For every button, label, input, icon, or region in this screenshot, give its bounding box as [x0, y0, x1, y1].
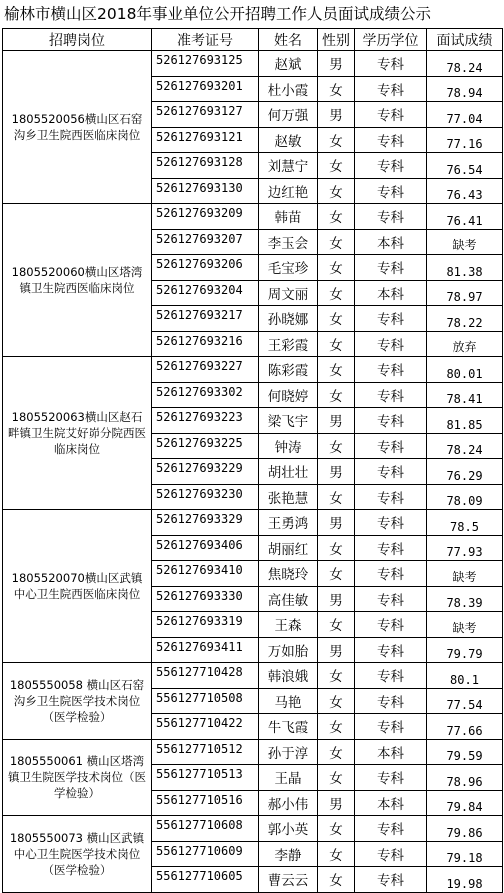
table-row — [3, 357, 503, 383]
sex-cell: 女 — [318, 255, 355, 281]
score-cell: 缺考 — [427, 612, 503, 638]
exam-id-cell: 526127693330 — [152, 586, 259, 612]
score-cell: 79.84 — [427, 790, 503, 816]
table-row — [3, 663, 503, 689]
education-cell: 专科 — [355, 306, 427, 332]
score-cell: 77.93 — [427, 535, 503, 561]
exam-id-cell: 556127710608 — [152, 816, 259, 842]
education-cell: 专科 — [355, 765, 427, 791]
header-post: 招聘岗位 — [3, 29, 152, 51]
education-cell: 专科 — [355, 178, 427, 204]
exam-id-cell: 526127693216 — [152, 331, 259, 357]
name-cell: 马艳 — [259, 688, 318, 714]
sex-cell: 女 — [318, 867, 355, 893]
score-cell: 76.43 — [427, 178, 503, 204]
sex-cell: 女 — [318, 127, 355, 153]
score-cell: 78.94 — [427, 76, 503, 102]
score-cell: 77.04 — [427, 102, 503, 128]
header-score: 面试成绩 — [427, 29, 503, 51]
exam-id-cell: 526127693206 — [152, 255, 259, 281]
score-cell: 77.66 — [427, 714, 503, 740]
education-cell: 专科 — [355, 153, 427, 179]
sex-cell: 女 — [318, 153, 355, 179]
exam-id-cell: 526127693121 — [152, 127, 259, 153]
name-cell: 郭小英 — [259, 816, 318, 842]
sex-cell: 女 — [318, 484, 355, 510]
exam-id-cell: 526127693207 — [152, 229, 259, 255]
education-cell: 专科 — [355, 127, 427, 153]
sex-cell: 女 — [318, 765, 355, 791]
name-cell: 陈彩霞 — [259, 357, 318, 383]
sex-cell: 女 — [318, 841, 355, 867]
score-cell: 79.18 — [427, 841, 503, 867]
sex-cell: 男 — [318, 102, 355, 128]
exam-id-cell: 526127693128 — [152, 153, 259, 179]
sex-cell: 女 — [318, 612, 355, 638]
score-cell: 19.98 — [427, 867, 503, 893]
score-cell: 81.85 — [427, 408, 503, 434]
education-cell: 专科 — [355, 76, 427, 102]
exam-id-cell: 556127710609 — [152, 841, 259, 867]
exam-id-cell: 526127693406 — [152, 535, 259, 561]
sex-cell: 女 — [318, 178, 355, 204]
sex-cell: 女 — [318, 433, 355, 459]
education-cell: 专科 — [355, 841, 427, 867]
exam-id-cell: 526127693225 — [152, 433, 259, 459]
sex-cell: 男 — [318, 459, 355, 485]
post-cell: 1805550073 横山区武镇中心卫生院医学技术岗位（医学检验） — [3, 816, 152, 893]
education-cell: 专科 — [355, 816, 427, 842]
name-cell: 赵斌 — [259, 51, 318, 77]
header-row — [3, 29, 503, 51]
education-cell: 专科 — [355, 510, 427, 536]
name-cell: 王森 — [259, 612, 318, 638]
name-cell: 毛宝珍 — [259, 255, 318, 281]
education-cell: 专科 — [355, 637, 427, 663]
exam-id-cell: 526127693329 — [152, 510, 259, 536]
name-cell: 万如胎 — [259, 637, 318, 663]
name-cell: 胡壮壮 — [259, 459, 318, 485]
score-cell: 76.41 — [427, 204, 503, 230]
sex-cell: 女 — [318, 229, 355, 255]
header-exam-id: 准考证号 — [152, 29, 259, 51]
name-cell: 何晓婷 — [259, 382, 318, 408]
education-cell: 专科 — [355, 688, 427, 714]
sex-cell: 女 — [318, 663, 355, 689]
exam-id-cell: 526127693411 — [152, 637, 259, 663]
post-cell: 1805520063横山区赵石畔镇卫生院艾好峁分院西医临床岗位 — [3, 357, 152, 510]
education-cell: 专科 — [355, 714, 427, 740]
education-cell: 专科 — [355, 663, 427, 689]
education-cell: 本科 — [355, 739, 427, 765]
education-cell: 专科 — [355, 867, 427, 893]
score-cell: 78.97 — [427, 280, 503, 306]
exam-id-cell: 556127710422 — [152, 714, 259, 740]
sex-cell: 女 — [318, 714, 355, 740]
exam-id-cell: 526127693125 — [152, 51, 259, 77]
education-cell: 专科 — [355, 484, 427, 510]
score-cell: 78.39 — [427, 586, 503, 612]
name-cell: 李玉会 — [259, 229, 318, 255]
score-cell: 80.1 — [427, 663, 503, 689]
exam-id-cell: 556127710605 — [152, 867, 259, 893]
sex-cell: 男 — [318, 510, 355, 536]
exam-id-cell: 526127693410 — [152, 561, 259, 587]
name-cell: 王彩霞 — [259, 331, 318, 357]
score-cell: 78.09 — [427, 484, 503, 510]
exam-id-cell: 526127693204 — [152, 280, 259, 306]
education-cell: 本科 — [355, 790, 427, 816]
name-cell: 赵敏 — [259, 127, 318, 153]
name-cell: 胡丽红 — [259, 535, 318, 561]
exam-id-cell: 526127693209 — [152, 204, 259, 230]
score-cell: 缺考 — [427, 561, 503, 587]
page-title: 榆林市横山区2018年事业单位公开招聘工作人员面试成绩公示 — [4, 5, 431, 23]
score-cell: 78.24 — [427, 51, 503, 77]
sex-cell: 女 — [318, 688, 355, 714]
sex-cell: 女 — [318, 357, 355, 383]
post-cell: 1805550058 横山区石窑沟乡卫生院医学技术岗位（医学检验） — [3, 663, 152, 740]
education-cell: 本科 — [355, 280, 427, 306]
exam-id-cell: 526127693127 — [152, 102, 259, 128]
sex-cell: 女 — [318, 331, 355, 357]
name-cell: 曹云云 — [259, 867, 318, 893]
name-cell: 张艳慧 — [259, 484, 318, 510]
name-cell: 边红艳 — [259, 178, 318, 204]
exam-id-cell: 526127693227 — [152, 357, 259, 383]
post-cell: 1805520056横山区石窑沟乡卫生院西医临床岗位 — [3, 51, 152, 204]
sex-cell: 男 — [318, 408, 355, 434]
results-body — [3, 51, 503, 893]
sex-cell: 女 — [318, 204, 355, 230]
exam-id-cell: 556127710513 — [152, 765, 259, 791]
education-cell: 专科 — [355, 382, 427, 408]
score-cell: 78.24 — [427, 433, 503, 459]
name-cell: 郝小伟 — [259, 790, 318, 816]
name-cell: 韩浪娥 — [259, 663, 318, 689]
exam-id-cell: 526127693229 — [152, 459, 259, 485]
sex-cell: 女 — [318, 382, 355, 408]
name-cell: 韩苗 — [259, 204, 318, 230]
post-cell: 1805520070横山区武镇中心卫生院西医临床岗位 — [3, 510, 152, 663]
score-cell: 78.96 — [427, 765, 503, 791]
score-cell: 放弃 — [427, 331, 503, 357]
score-cell: 缺考 — [427, 229, 503, 255]
sex-cell: 女 — [318, 739, 355, 765]
exam-id-cell: 526127693217 — [152, 306, 259, 332]
exam-id-cell: 526127693201 — [152, 76, 259, 102]
education-cell: 专科 — [355, 408, 427, 434]
sex-cell: 男 — [318, 51, 355, 77]
score-cell: 81.38 — [427, 255, 503, 281]
header-name: 姓名 — [259, 29, 318, 51]
name-cell: 高佳敏 — [259, 586, 318, 612]
exam-id-cell: 526127693302 — [152, 382, 259, 408]
score-cell: 76.54 — [427, 153, 503, 179]
education-cell: 专科 — [355, 102, 427, 128]
education-cell: 专科 — [355, 612, 427, 638]
score-cell: 77.54 — [427, 688, 503, 714]
education-cell: 专科 — [355, 459, 427, 485]
sex-cell: 男 — [318, 790, 355, 816]
education-cell: 专科 — [355, 331, 427, 357]
exam-id-cell: 556127710428 — [152, 663, 259, 689]
name-cell: 周文丽 — [259, 280, 318, 306]
education-cell: 专科 — [355, 51, 427, 77]
table-row — [3, 816, 503, 842]
name-cell: 梁飞宇 — [259, 408, 318, 434]
education-cell: 专科 — [355, 255, 427, 281]
table-row — [3, 739, 503, 765]
score-cell: 79.79 — [427, 637, 503, 663]
sex-cell: 女 — [318, 76, 355, 102]
sex-cell: 女 — [318, 306, 355, 332]
table-row — [3, 510, 503, 536]
education-cell: 本科 — [355, 229, 427, 255]
exam-id-cell: 526127693130 — [152, 178, 259, 204]
score-cell: 79.86 — [427, 816, 503, 842]
name-cell: 孙晓娜 — [259, 306, 318, 332]
education-cell: 专科 — [355, 561, 427, 587]
score-cell: 78.41 — [427, 382, 503, 408]
education-cell: 专科 — [355, 204, 427, 230]
score-cell: 78.22 — [427, 306, 503, 332]
name-cell: 王勇鸿 — [259, 510, 318, 536]
header-sex: 性别 — [318, 29, 355, 51]
score-cell: 77.16 — [427, 127, 503, 153]
header-education: 学历学位 — [355, 29, 427, 51]
exam-id-cell: 526127693230 — [152, 484, 259, 510]
exam-id-cell: 556127710512 — [152, 739, 259, 765]
score-cell: 76.29 — [427, 459, 503, 485]
name-cell: 何万强 — [259, 102, 318, 128]
exam-id-cell: 526127693223 — [152, 408, 259, 434]
education-cell: 专科 — [355, 357, 427, 383]
name-cell: 焦晓玲 — [259, 561, 318, 587]
sex-cell: 男 — [318, 637, 355, 663]
name-cell: 王晶 — [259, 765, 318, 791]
table-row — [3, 204, 503, 230]
score-cell: 80.01 — [427, 357, 503, 383]
name-cell: 钟涛 — [259, 433, 318, 459]
name-cell: 杜小霞 — [259, 76, 318, 102]
sex-cell: 女 — [318, 280, 355, 306]
education-cell: 专科 — [355, 535, 427, 561]
score-cell: 79.59 — [427, 739, 503, 765]
sex-cell: 男 — [318, 586, 355, 612]
sex-cell: 女 — [318, 816, 355, 842]
name-cell: 刘慧宁 — [259, 153, 318, 179]
score-cell: 78.5 — [427, 510, 503, 536]
education-cell: 专科 — [355, 433, 427, 459]
exam-id-cell: 556127710508 — [152, 688, 259, 714]
table-row — [3, 51, 503, 77]
education-cell: 专科 — [355, 586, 427, 612]
name-cell: 孙于淳 — [259, 739, 318, 765]
post-cell: 1805520060横山区塔湾镇卫生院西医临床岗位 — [3, 204, 152, 357]
sex-cell: 女 — [318, 535, 355, 561]
sex-cell: 女 — [318, 561, 355, 587]
name-cell: 牛飞霞 — [259, 714, 318, 740]
post-cell: 1805550061 横山区塔湾镇卫生院医学技术岗位（医学检验） — [3, 739, 152, 816]
name-cell: 李静 — [259, 841, 318, 867]
exam-id-cell: 556127710516 — [152, 790, 259, 816]
exam-id-cell: 526127693319 — [152, 612, 259, 638]
results-table — [2, 28, 503, 893]
